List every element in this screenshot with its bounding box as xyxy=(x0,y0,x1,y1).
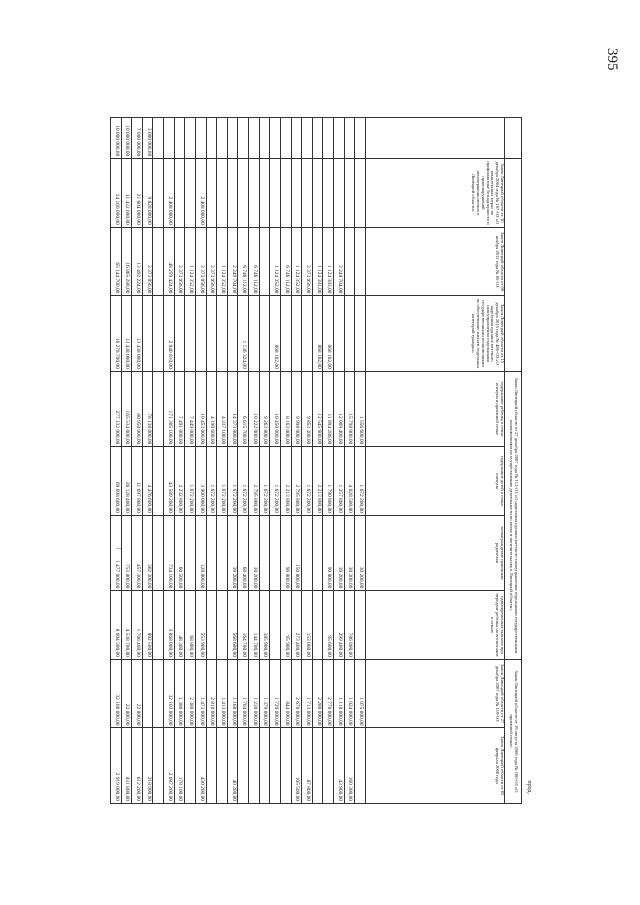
table-cell: 831 800,00 xyxy=(121,728,132,804)
table-cell xyxy=(174,118,185,159)
table-cell: 1 672 200,00 xyxy=(355,447,366,516)
table-cell: 78 138 000,00 xyxy=(142,371,153,446)
table-cell: 3 373 056,00 xyxy=(174,227,185,296)
table-cell xyxy=(344,296,355,371)
table-cell xyxy=(153,296,164,371)
column-header: Закон Липецкой области от 05 февраля 2008 года xyxy=(366,728,505,804)
table-row xyxy=(344,118,355,804)
table-cell xyxy=(185,296,196,371)
table-cell xyxy=(206,591,217,660)
table-cell: 9 263 800,00 xyxy=(259,371,270,446)
table-row xyxy=(142,118,153,804)
table-cell: 1 379 000,00 xyxy=(259,659,270,728)
table-row xyxy=(227,118,238,804)
table-cell: 299 400,00 xyxy=(334,591,345,660)
table-cell: 2 840 810,00 xyxy=(164,296,175,371)
table-cell: 3 373 056,00 xyxy=(142,227,153,296)
table-cell: 32 100 000,00 xyxy=(111,659,122,728)
table-cell: 160 300,00 xyxy=(344,728,355,804)
table-cell: 3 000 000,00 xyxy=(142,118,153,159)
table-cell xyxy=(259,728,270,804)
column-header: вознаграждение приемным родителям xyxy=(366,515,505,590)
table-cell: 6 746 112,00 xyxy=(249,227,260,296)
table-cell: 1 704 000,00 xyxy=(238,659,249,728)
table-cell: 65 144 700,00 xyxy=(111,227,122,296)
table-cell: 4 476 600,00 xyxy=(142,447,153,516)
table-cell xyxy=(217,591,228,660)
table-cell: 3 373 056,00 xyxy=(206,227,217,296)
table-cell: 2 770 000,00 xyxy=(323,659,334,728)
table-cell xyxy=(238,159,249,228)
table-cell: 6 615 700,00 xyxy=(238,371,249,446)
table-cell: 16 865 280,00 xyxy=(121,227,132,296)
table-cell xyxy=(227,296,238,371)
table-cell xyxy=(281,159,292,228)
table-cell: 2 795 800,00 xyxy=(291,447,302,516)
table-cell: 4 028 500,00 xyxy=(344,447,355,516)
table-cell xyxy=(270,728,281,804)
table-row xyxy=(174,118,185,804)
table-cell: 8 004 300,00 xyxy=(111,591,122,660)
table-row xyxy=(132,118,143,804)
table-row xyxy=(312,118,323,804)
table-cell: 2 810 000,00 xyxy=(206,659,217,728)
table-cell: 105 500,00 xyxy=(291,728,302,804)
table-cell: 457 300,00 xyxy=(132,515,143,590)
table-cell: 430 200,00 xyxy=(196,728,207,804)
table-cell: 1 413 000,00 xyxy=(217,659,228,728)
column-header: Закон Липецкой области от 30 декабря 2004 года № 167-ОЗ «О комплексных мерах по профилактике безнадзорности и правонарушений несовершеннолетних в Липецкой области» xyxy=(366,159,505,228)
table-cell: 43 900,00 xyxy=(334,728,345,804)
column-header: Закон Липецкой области от 08 ноября 2012 года № 86-ОЗ xyxy=(366,227,505,296)
table-cell: 3 373 056,00 xyxy=(302,227,313,296)
column-header: Закон Липецкой области от 27 декабря 2007 года № 119-ОЗ xyxy=(366,659,505,728)
table-cell xyxy=(153,227,164,296)
table-cell: 68 800,00 xyxy=(185,591,196,660)
table-cell: 90 800,00 xyxy=(323,515,334,590)
table-cell: 90 800,00 xyxy=(281,515,292,590)
table-cell: 273 400,00 xyxy=(291,591,302,660)
table-cell: 2 795 800,00 xyxy=(249,447,260,516)
table-cell: 2 408 000,00 xyxy=(196,159,207,228)
table-cell: 1 124 383,00 xyxy=(323,227,334,296)
table-cell xyxy=(153,159,164,228)
table-cell: 1 124 352,00 xyxy=(217,227,228,296)
table-cell xyxy=(259,227,270,296)
table-cell xyxy=(227,159,238,228)
table-cell: 10 222 000,00 xyxy=(249,371,260,446)
table-cell: 802 500,00 xyxy=(142,591,153,660)
table-cell xyxy=(291,159,302,228)
table-cell: 12 009 400,00 xyxy=(334,371,345,446)
table-cell: 1 136 324,00 xyxy=(238,296,249,371)
page-number: 395 xyxy=(604,48,620,71)
table-row xyxy=(153,118,164,804)
table-cell xyxy=(185,515,196,590)
table-cell xyxy=(206,515,217,590)
table-cell: 568 600,00 xyxy=(227,591,238,660)
table-cell xyxy=(302,118,313,159)
table-cell xyxy=(174,296,185,371)
table-cell: 31 432 000,00 xyxy=(121,159,132,228)
table-cell: 1 672 200,00 xyxy=(185,447,196,516)
table-cell: 1 024 000,00 xyxy=(344,659,355,728)
table-cell xyxy=(238,728,249,804)
continuation-label: прод. xyxy=(526,780,532,794)
table-cell xyxy=(153,447,164,516)
table-cell: 60 400,00 xyxy=(238,515,249,590)
table-cell xyxy=(355,728,366,804)
table-cell: 153 000,00 xyxy=(302,591,313,660)
table-cell: 4 190 600,00 xyxy=(206,371,217,446)
table-cell: 6 746 112,00 xyxy=(238,227,249,296)
table-cell: 10 000 000,00 xyxy=(121,118,132,159)
table-cell: 12 545 900,00 xyxy=(312,371,323,446)
table-cell: 1 672 200,00 xyxy=(217,447,228,516)
table-cell: 2 380 000,00 xyxy=(185,659,196,728)
table-cell xyxy=(344,159,355,228)
table-cell: 1 713 000,00 xyxy=(302,659,313,728)
table-cell: 69 698 600,00 xyxy=(111,447,122,516)
table-cell xyxy=(217,728,228,804)
table-cell: 13 492 224,00 xyxy=(132,227,143,296)
table-cell: 1 473 000,00 xyxy=(196,659,207,728)
table-cell: 1 708 400,00 xyxy=(132,591,143,660)
table-cell: 10 450 000,00 xyxy=(270,371,281,446)
table-cell: 95 600,00 xyxy=(323,591,334,660)
table-row xyxy=(334,118,345,804)
table-cell: 1 075 000,00 xyxy=(355,659,366,728)
table-cell xyxy=(270,591,281,660)
table-cell: 3 900 000,00 xyxy=(196,447,207,516)
group-header-blank xyxy=(505,118,522,159)
table-row xyxy=(185,118,196,804)
table-cell xyxy=(355,591,366,660)
table-cell: 150 800,00 xyxy=(291,515,302,590)
table-cell: 16 278 700,00 xyxy=(111,296,122,371)
budget-table xyxy=(110,117,522,804)
table-cell xyxy=(217,515,228,590)
table-cell: 2 232 800,00 xyxy=(174,447,185,516)
table-cell: 9 853 300,00 xyxy=(302,371,313,446)
table-cell: 218 900,00 xyxy=(142,728,153,804)
table-row xyxy=(270,118,281,804)
table-cell xyxy=(323,159,334,228)
table-cell xyxy=(302,515,313,590)
table-cell: 32 103 000,00 xyxy=(164,659,175,728)
column-header: Закон Липецкой области от 15 декабря 2015 года № 486-ОЗ «О наделении органов местного самоуправления отдельными государственными полномочиями по обеспечению жильем отдельных категорий граждан» xyxy=(366,296,505,371)
page-marker: — xyxy=(116,546,122,552)
table-cell xyxy=(142,296,153,371)
table-row xyxy=(355,118,366,804)
column-header: содержание детей в семье опекуна xyxy=(366,447,505,516)
table-cell xyxy=(281,296,292,371)
table-cell xyxy=(196,118,207,159)
table-cell: 1 672 200,00 xyxy=(227,447,238,516)
table-cell: 60 500,00 xyxy=(174,515,185,590)
table-cell: 3 868 000,00 xyxy=(164,591,175,660)
table-cell: 553 900,00 xyxy=(196,591,207,660)
table-cell xyxy=(355,227,366,296)
table-cell xyxy=(153,118,164,159)
table-cell xyxy=(312,591,323,660)
table-cell xyxy=(174,159,185,228)
table-cell: 734 100,00 xyxy=(164,515,175,590)
table-row xyxy=(121,118,132,804)
table-cell: 1 790 800,00 xyxy=(323,447,334,516)
table-cell xyxy=(355,159,366,228)
table-cell xyxy=(323,118,334,159)
table-cell: 30 200,00 xyxy=(355,515,366,590)
table-cell: 22 800,00 xyxy=(132,659,143,728)
table-cell xyxy=(249,296,260,371)
table-cell: 13 438 000,00 xyxy=(132,296,143,371)
table-cell xyxy=(270,515,281,590)
table-cell: 30 200,00 xyxy=(227,515,238,590)
table-cell xyxy=(312,118,323,159)
table-cell: 2 213 800,00 xyxy=(312,447,323,516)
table-row xyxy=(164,118,175,804)
table-cell: 3 248 704,00 xyxy=(334,227,345,296)
table-cell: 15 798 000,00 xyxy=(344,371,355,446)
table-cell: 30 200,00 xyxy=(334,515,345,590)
table-cell: 868 162,00 xyxy=(270,296,281,371)
table-cell xyxy=(291,118,302,159)
table-cell: 171 305 100,00 xyxy=(164,371,175,446)
table-cell: 1 672 200,00 xyxy=(238,447,249,516)
table-cell: 2 087 200,00 xyxy=(164,728,175,804)
table-row xyxy=(291,118,302,804)
table-cell: 868 162,00 xyxy=(312,296,323,371)
table-cell: 178 100,00 xyxy=(174,728,185,804)
table-cell xyxy=(291,296,302,371)
table-cell: 1 124 352,00 xyxy=(270,227,281,296)
rotated-sheet xyxy=(113,117,532,804)
table-cell: 30 200,00 xyxy=(249,515,260,590)
table-cell: 753 800,00 xyxy=(121,515,132,590)
table-cell xyxy=(185,728,196,804)
table-cell xyxy=(259,118,270,159)
table-cell xyxy=(185,118,196,159)
table-cell: 1 230 000,00 xyxy=(249,659,260,728)
table-cell: 2 670 000,00 xyxy=(291,659,302,728)
table-cell xyxy=(185,159,196,228)
table-cell xyxy=(312,159,323,228)
table-cell: 30 200,00 xyxy=(344,515,355,590)
table-cell: 1 124 352,00 xyxy=(185,227,196,296)
table-cell: 1 672 200,00 xyxy=(270,447,281,516)
table-row xyxy=(302,118,313,804)
table-cell: 8 163 000,00 xyxy=(281,371,292,446)
table-cell: 10 453 000,00 xyxy=(196,371,207,446)
table-cell xyxy=(206,159,217,228)
table-cell: 80 958 000,00 xyxy=(132,371,143,446)
table-cell: 1 556 600,00 xyxy=(355,371,366,446)
table-cell: 21 604 000,00 xyxy=(132,159,143,228)
table-cell xyxy=(206,296,217,371)
table-cell: 120 800,00 xyxy=(196,515,207,590)
table-cell xyxy=(164,118,175,159)
table-cell xyxy=(281,118,292,159)
table-cell: 786 800,00 xyxy=(344,591,355,660)
table-cell: 1 168 000,00 xyxy=(227,659,238,728)
table-cell: 1 477 800,00 xyxy=(111,515,122,590)
table-cell: 164 700,00 xyxy=(238,591,249,660)
table-cell: 844 000,00 xyxy=(281,659,292,728)
table-cell: 40 300,00 xyxy=(227,728,238,804)
table-cell: 48 300,00 xyxy=(174,591,185,660)
table-cell: 7 491 000,00 xyxy=(174,371,185,446)
table-cell xyxy=(344,227,355,296)
table-cell: 2 919 000,00 xyxy=(111,728,122,804)
group-header-cell: Закон Липецкой области от 19 августа 2008 года № 180-ОЗ «О приемной семье» xyxy=(505,659,522,803)
table-cell xyxy=(206,728,217,804)
table-cell: 1 672 200,00 xyxy=(259,447,270,516)
table-cell: 1 380 000,00 xyxy=(174,659,185,728)
table-cell: 48 259 424,00 xyxy=(164,227,175,296)
table-cell: 302 300,00 xyxy=(142,515,153,590)
table-cell xyxy=(334,118,345,159)
table-cell: 144 700,00 xyxy=(249,591,260,660)
table-cell: 4 337 100,00 xyxy=(217,371,228,446)
table-cell xyxy=(153,515,164,590)
table-cell xyxy=(281,728,292,804)
table-cell: 43 589 200,00 xyxy=(164,447,175,516)
table-cell: 9 998 000,00 xyxy=(291,371,302,446)
table-row xyxy=(249,118,260,804)
table-row xyxy=(281,118,292,804)
table-cell xyxy=(249,118,260,159)
table-cell xyxy=(217,159,228,228)
table-row xyxy=(217,118,228,804)
table-cell: 1 729 000,00 xyxy=(270,659,281,728)
table-cell: 165 534 000,00 xyxy=(121,371,132,446)
table-row xyxy=(206,118,217,804)
table-cell: 6 746 112,00 xyxy=(281,227,292,296)
table-cell: 11 894 286,00 xyxy=(323,371,334,446)
table-row xyxy=(259,118,270,804)
table-cell xyxy=(206,118,217,159)
table-cell xyxy=(355,296,366,371)
table-cell: 1 672 200,00 xyxy=(206,447,217,516)
table-cell xyxy=(227,118,238,159)
table-cell: 14 373 800,00 xyxy=(227,371,238,446)
table-cell xyxy=(259,159,270,228)
sheet-content xyxy=(113,117,532,804)
table-cell: 4 538 700,00 xyxy=(121,591,132,660)
table-row xyxy=(196,118,207,804)
table-cell: 7 000 000,00 xyxy=(132,118,143,159)
table-cell xyxy=(344,118,355,159)
table-cell xyxy=(196,296,207,371)
table-cell xyxy=(249,728,260,804)
table-cell: 9 828 000,00 xyxy=(142,159,153,228)
table-cell: 2 280 000,00 xyxy=(312,659,323,728)
table-cell xyxy=(142,659,153,728)
table-cell: 277 132 000,00 xyxy=(111,371,122,446)
table-cell xyxy=(153,728,164,804)
table-cell: 87 800,00 xyxy=(302,728,313,804)
table-cell: 13 438 000,00 xyxy=(121,296,132,371)
table-cell xyxy=(334,296,345,371)
table-cell: 10 000 000,00 xyxy=(111,118,122,159)
table-row xyxy=(323,118,334,804)
table-cell xyxy=(270,159,281,228)
table-cell xyxy=(270,118,281,159)
table-cell xyxy=(153,371,164,446)
table-cell: 22 800,00 xyxy=(121,659,132,728)
table-cell: 1 118 000,00 xyxy=(334,659,345,728)
table-cell: 868 162,00 xyxy=(323,296,334,371)
column-header: единовременная выплата при передаче ребенка на воспитание в семью xyxy=(366,591,505,660)
column-header-blank xyxy=(366,118,505,159)
table-cell xyxy=(249,159,260,228)
group-header-row xyxy=(505,118,522,804)
table-cell xyxy=(355,118,366,159)
table-cell: 11 697 800,00 xyxy=(132,447,143,516)
table-cell: 1 257 800,00 xyxy=(334,447,345,516)
table-cell xyxy=(312,728,323,804)
table-cell: 7 449 000,00 xyxy=(185,371,196,446)
table-cell: 95 900,00 xyxy=(281,591,292,660)
table-cell: 1 124 383,00 xyxy=(312,227,323,296)
table-row xyxy=(238,118,249,804)
table-cell xyxy=(259,296,270,371)
column-header-row xyxy=(366,118,505,804)
table-cell xyxy=(302,296,313,371)
column-header: содержание ребенка в семье опекуна и приемной семье xyxy=(366,371,505,446)
table-cell: 612 200,00 xyxy=(132,728,143,804)
table-cell: 2 408 000,00 xyxy=(164,159,175,228)
table-cell xyxy=(323,728,334,804)
table-cell: 26 128 400,00 xyxy=(121,447,132,516)
table-cell xyxy=(153,659,164,728)
group-header-cell xyxy=(505,159,522,372)
table-cell xyxy=(217,296,228,371)
group-header-cell: Закон Липецкой области от 27 декабря 2007 года № 113-ОЗ «О наделении органов местного самоуправления отдельными государственными полномочиями по осуществлению деятельности по опеке и попечительству в Липецкой области» xyxy=(505,371,522,659)
table-cell: 1 672 200,00 xyxy=(302,447,313,516)
table-cell xyxy=(153,591,164,660)
table-cell: 2 249 704,00 xyxy=(227,227,238,296)
table-cell: 1 124 352,00 xyxy=(291,227,302,296)
table-cell xyxy=(238,118,249,159)
table-cell: 385 900,00 xyxy=(259,591,270,660)
table-row xyxy=(111,118,122,804)
table-cell xyxy=(334,159,345,228)
table-cell xyxy=(312,515,323,590)
table-cell: 34 160 000,00 xyxy=(111,159,122,228)
table-cell xyxy=(259,515,270,590)
table-cell xyxy=(217,118,228,159)
table-cell: 2 213 800,00 xyxy=(281,447,292,516)
table-cell xyxy=(302,159,313,228)
table-cell: 3 373 056,00 xyxy=(196,227,207,296)
